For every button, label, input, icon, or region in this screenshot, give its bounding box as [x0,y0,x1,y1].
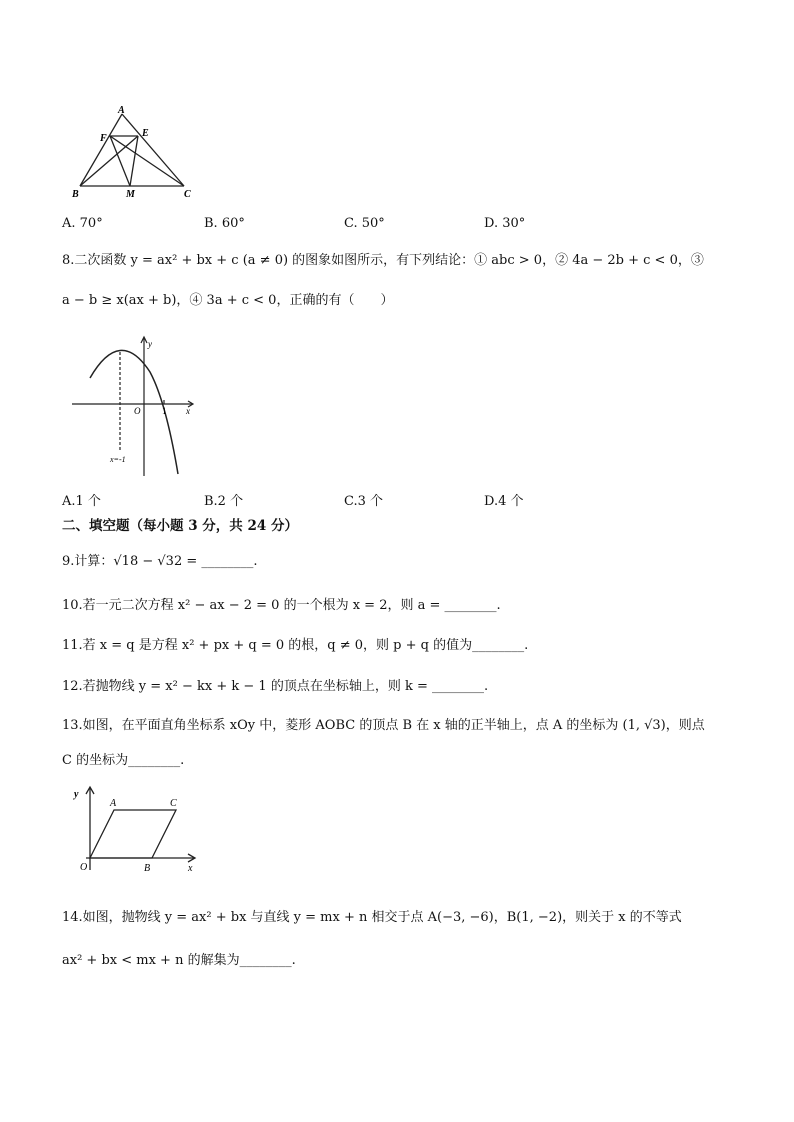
q8-option-a: A.1 个 [62,494,101,509]
vertex-label-a: A [110,798,117,809]
q8-line-2: a − b ≥ x(ax + b)，④ 3a + c < 0，正确的有（ ） [62,293,394,308]
q14-line-1: 14.如图，抛物线 y = ax² + bx 与直线 y = mx + n 相交于点 A(−3, −6)，B(1, −2)，则关于 x 的不等式 [62,910,682,925]
label-a: A [118,105,125,116]
q9-text: 9.计算：√18 − √32 = ________. [62,554,258,569]
label-b: B [72,189,79,200]
label-e: E [142,128,149,139]
axis-label-x: x [186,406,190,416]
tick-label-1: 1 [162,406,167,416]
label-f: F [100,133,107,144]
q8-line-1: 8.二次函数 y = ax² + bx + c (a ≠ 0) 的图象如图所示，有下列结论：① abc > 0，② 4a − 2b + c < 0，③ [62,253,704,268]
rhombus-figure [66,784,202,876]
q11-text: 11.若 x = q 是方程 x² + px + q = 0 的根，q ≠ 0，则 p + q 的值为________. [62,638,529,653]
q7-option-c: C. 50° [344,216,385,231]
q13-line-1: 13.如图，在平面直角坐标系 xOy 中，菱形 AOBC 的顶点 B 在 x 轴的正半轴上，点 A 的坐标为 (1, √3)，则点 [62,718,705,733]
q7-option-a: A. 70° [62,216,103,231]
label-m: M [126,189,135,200]
symmetry-line-label: x=-1 [110,455,126,464]
triangle-figure [68,104,200,202]
axis-label-y: y [148,339,152,349]
q10-text: 10.若一元二次方程 x² − ax − 2 = 0 的一个根为 x = 2，则 a = ________. [62,598,501,613]
label-c: C [184,189,191,200]
q8-option-c: C.3 个 [344,494,384,509]
vertex-label-c: C [170,798,177,809]
q8-option-d: D.4 个 [484,494,524,509]
origin-label: O [134,406,141,416]
q14-line-2: ax² + bx < mx + n 的解集为________. [62,953,296,968]
vertex-label-b: B [144,863,151,874]
q7-option-d: D. 30° [484,216,526,231]
origin-label: O [80,862,88,873]
q8-option-b: B.2 个 [204,494,244,509]
section-heading: 二、填空题（每小题 3 分，共 24 分） [62,518,298,534]
axis-label-x: x [188,863,193,874]
axis-label-y: y [74,789,79,800]
q13-line-2: C 的坐标为________. [62,753,185,768]
parabola-figure [66,334,200,480]
q12-text: 12.若抛物线 y = x² − kx + k − 1 的顶点在坐标轴上，则 k = ________. [62,679,489,694]
q7-option-b: B. 60° [204,216,245,231]
